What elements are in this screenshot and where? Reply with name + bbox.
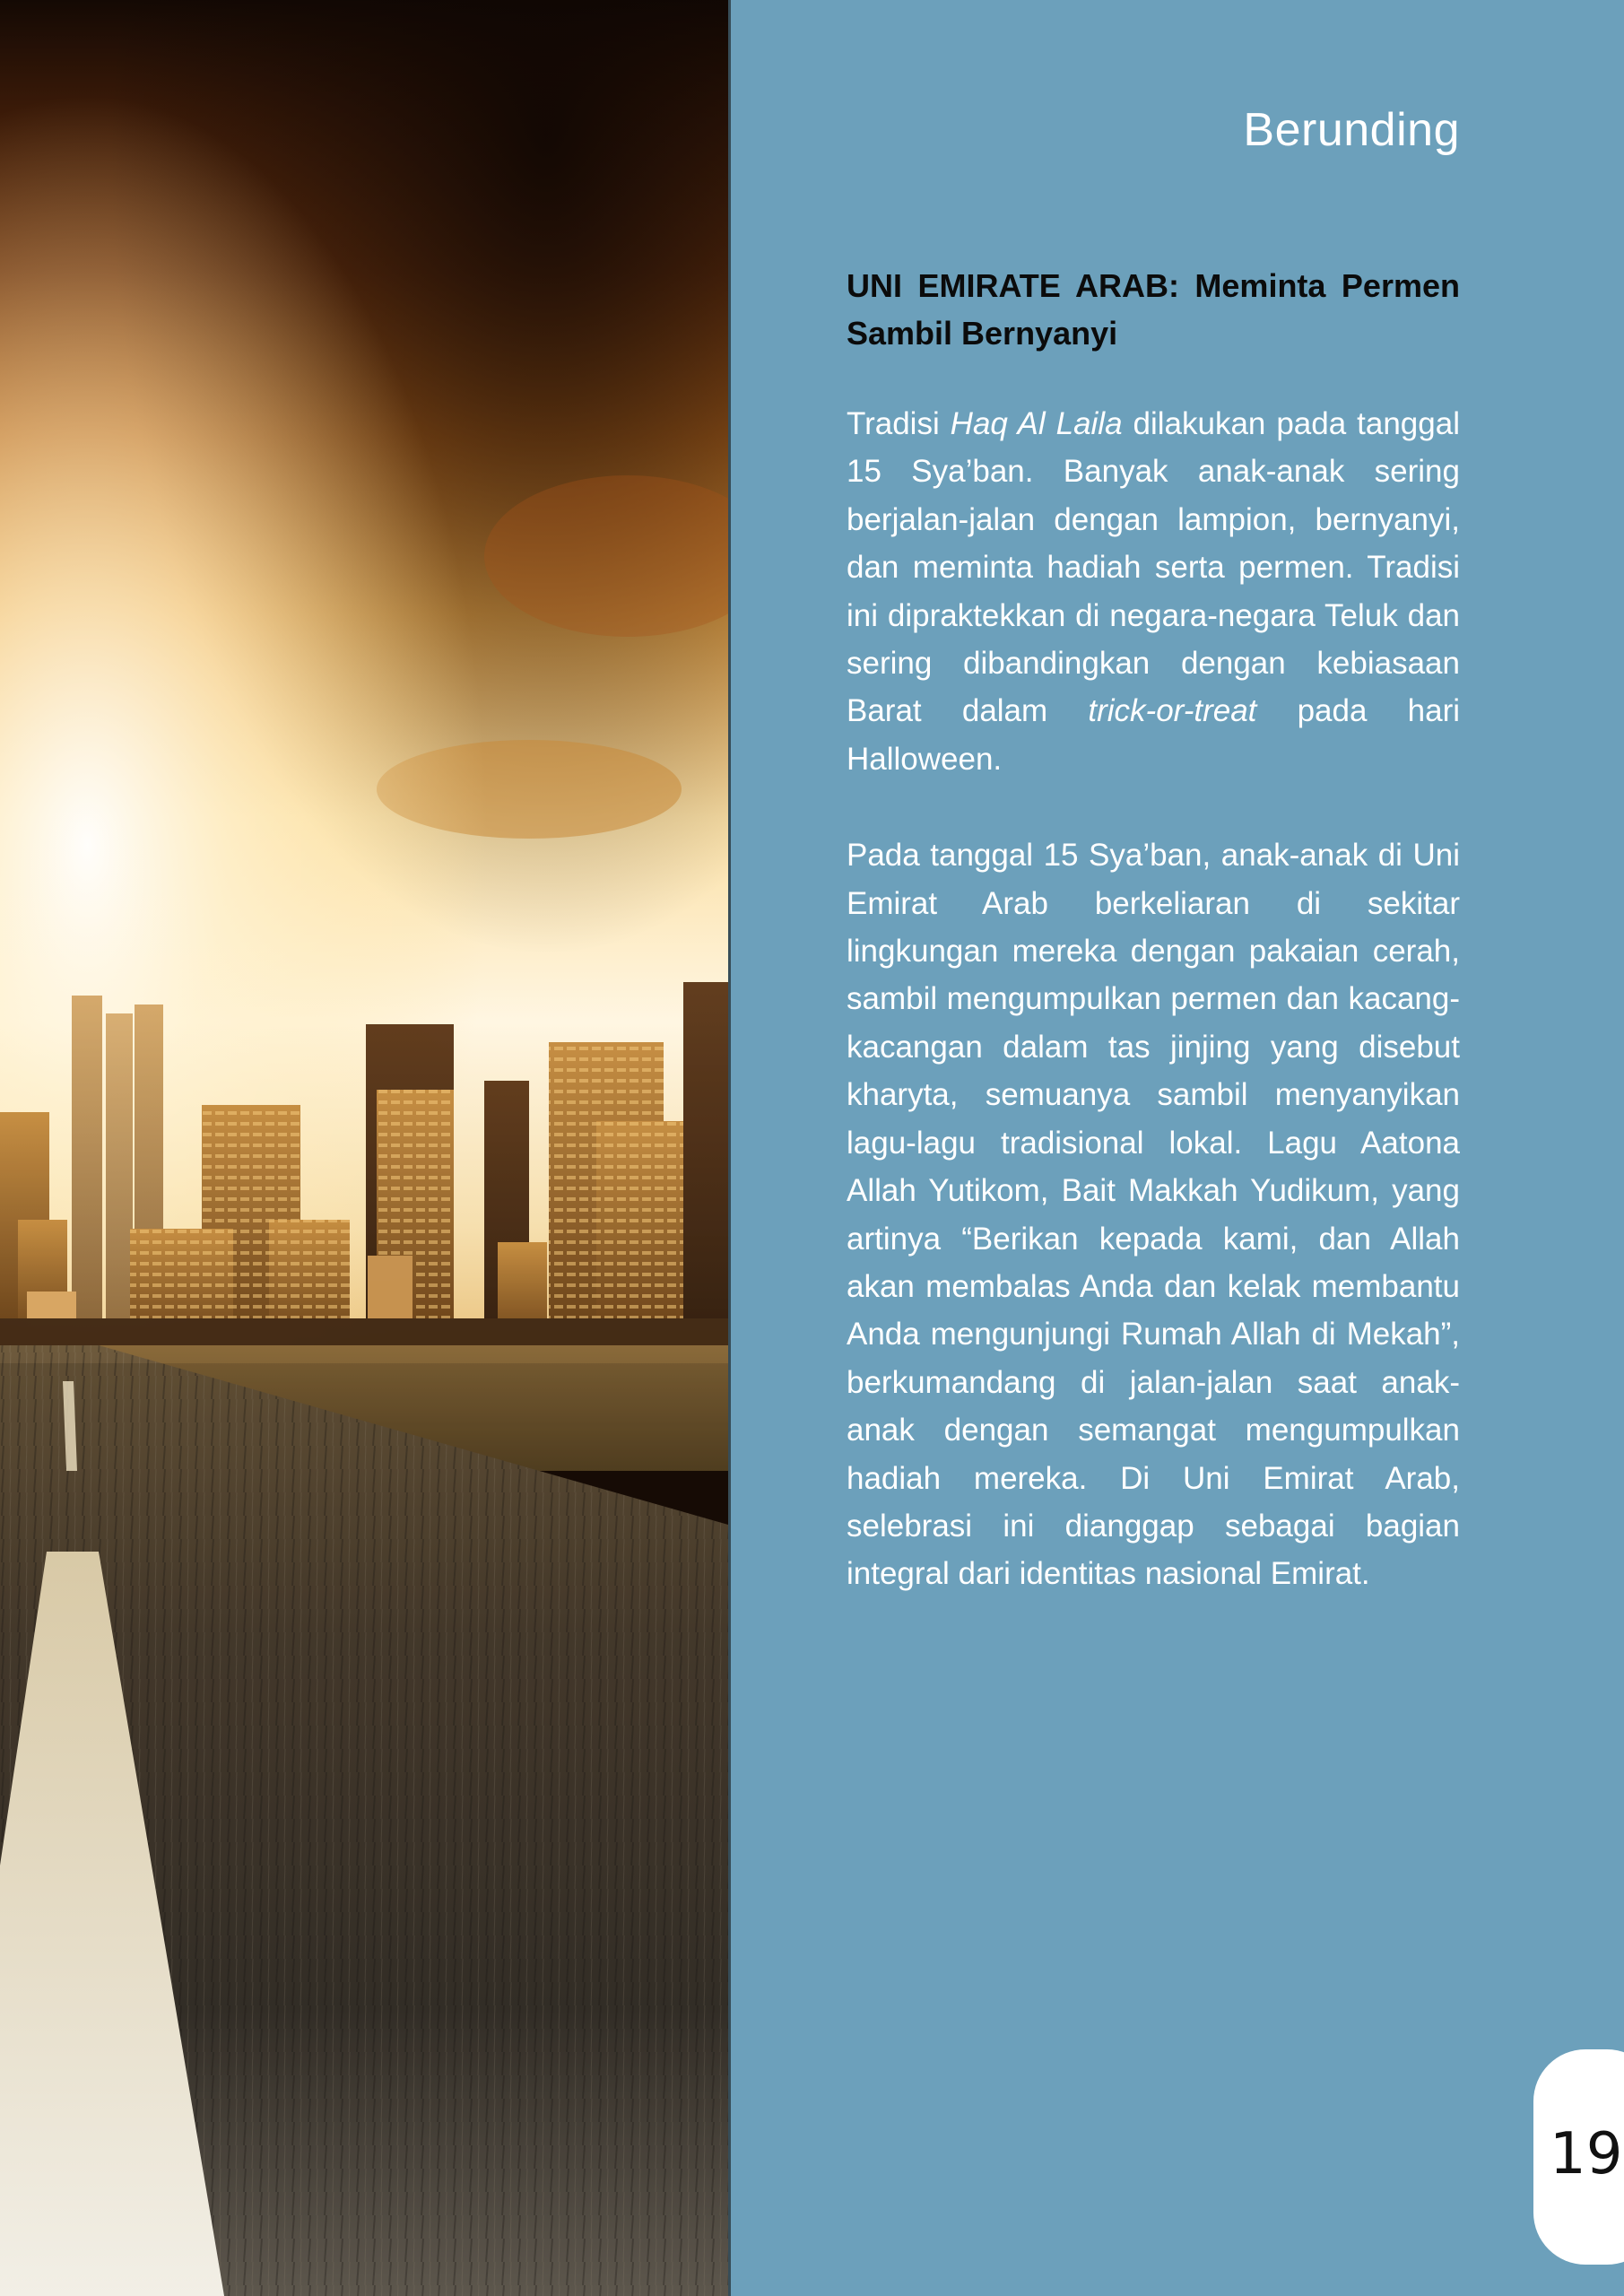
article-column: [847, 262, 1460, 1598]
section-title: Berunding: [1243, 104, 1460, 156]
paragraph-text: Tradisi: [847, 406, 951, 441]
cover-photo: [0, 0, 728, 2296]
article-heading: UNI EMIRATE ARAB: Meminta Permen Sambil Bernyanyi: [847, 267, 1460, 352]
article-paragraph-1: [847, 400, 1460, 783]
paragraph-italic-term: Haq Al Laila: [950, 406, 1123, 441]
page-number-tab: [1533, 2049, 1624, 2265]
sunset-city-road-illustration: [0, 0, 728, 2296]
paragraph-text: pada hari Halloween.: [847, 693, 1461, 777]
paragraph-text: Pada tanggal 15 Sya’ban, anak-anak di Uni Emirat Arab berkeliaran di sekitar lingkungan mereka dengan pakaian cerah, sambil mengumpulkan permen dan kacang-kacangan dalam tas jinjing yang disebut kharyta, semuanya sambil menyanyikan lagu-lagu tradisional lokal. Lagu Aatona Allah Yutikom, Bait Makkah Yudikum, yang artinya “Berikan kepada kami, dan Allah akan membalas Anda dan kelak membantu Anda mengunjungi Rumah Allah di Mekah”, berkumandang di jalan-jalan saat anak-anak dengan semangat mengumpulkan hadiah mereka. Di Uni Emirat Arab, selebrasi ini dianggap sebagai bagian integral dari identitas nasional Emirat.: [847, 838, 1460, 1592]
text-panel: [731, 0, 1624, 2296]
paragraph-italic-term: trick-or-treat: [1088, 693, 1257, 729]
article-paragraph-2: [847, 831, 1460, 1598]
paragraph-text: dilakukan pada tanggal 15 Sya’ban. Banyak anak-anak sering berjalan-jalan dengan lampion, bernyanyi, dan meminta hadiah serta permen. Tradisi ini dipraktekkan di negara-negara Teluk dan sering dibandingkan dengan kebiasaan Barat dalam: [847, 406, 1460, 729]
page-number: 19: [1550, 2121, 1623, 2187]
